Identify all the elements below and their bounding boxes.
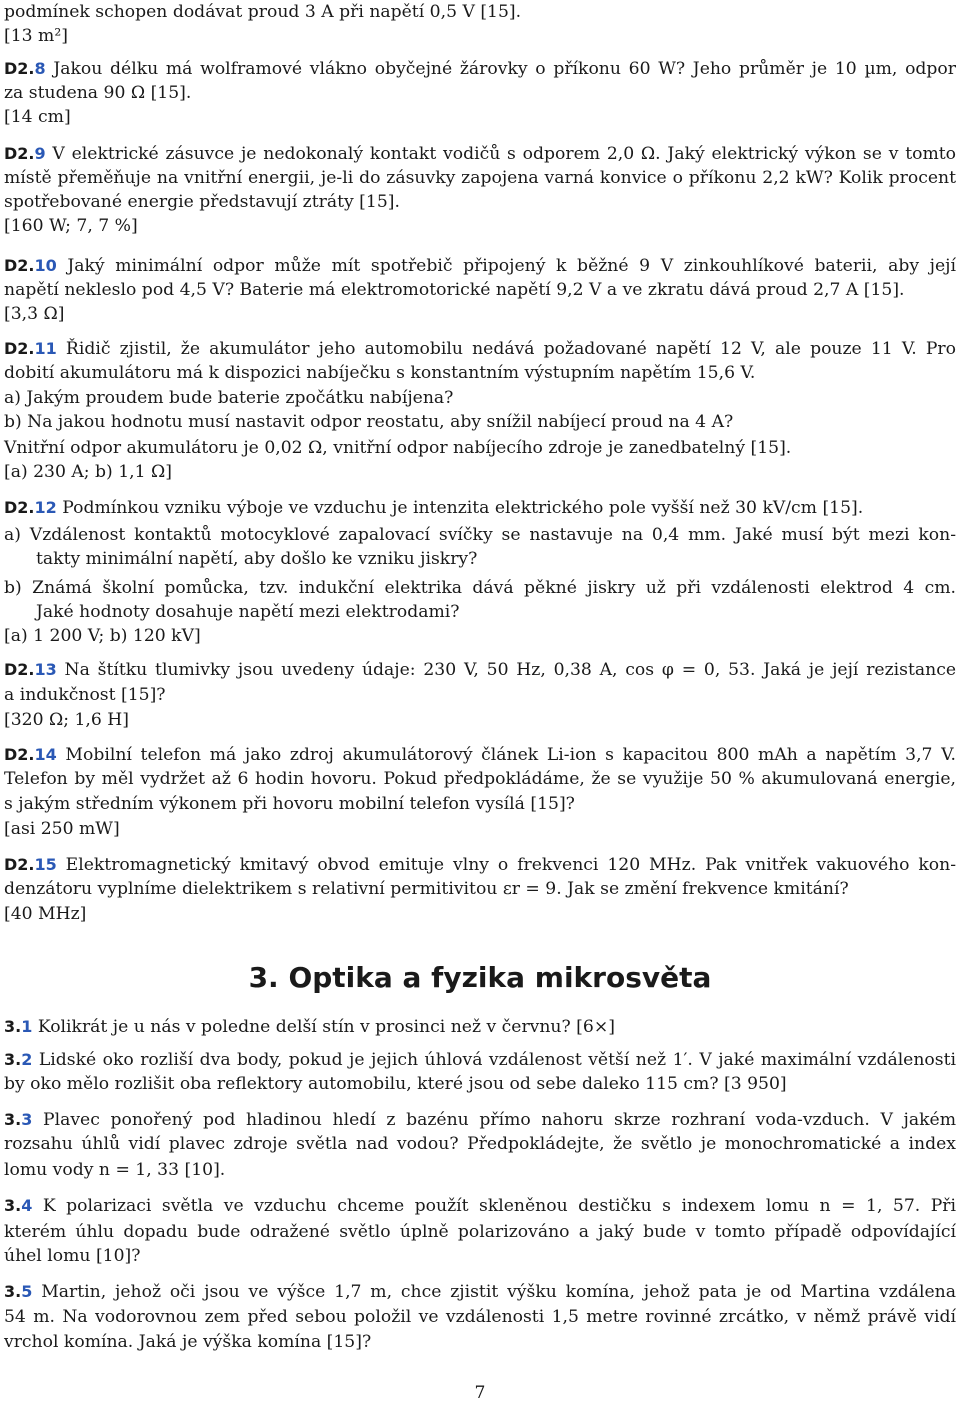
subquestion-a: a) Vzdálenost kontaktů motocyklové zapalovací svíčky se nastavuje na 0,4 mm. Jaké musí být mezi kon-: [4, 525, 956, 545]
text-line: Jaké hodnoty dosahuje napětí mezi elektrodami?: [36, 602, 460, 622]
text-line: napětí nekleslo pod 4,5 V? Baterie má elektromotorické napětí 9,2 V a ve zkratu dává proud 2,7 A [15].: [4, 280, 905, 300]
problem-d2-14: D2.14 Mobilní telefon má jako zdroj akumulátorový článek Li-ion s kapacitou 800 mAh a napětím 3,7 V.: [4, 745, 956, 765]
problem-number: D2.15: [4, 855, 57, 874]
problem-number: D2.8: [4, 59, 46, 78]
page-number: 7: [474, 1383, 486, 1403]
text-line: takty minimální napětí, aby došlo ke vzniku jiskry?: [36, 549, 478, 569]
problem-number: 3.2: [4, 1050, 33, 1069]
problem-d2-8: D2.8 Jakou délku má wolframové vlákno obyčejné žárovky o příkonu 60 W? Jeho průměr je 10 µm, odpor: [4, 59, 956, 79]
answer: [a) 230 A; b) 1,1 Ω]: [4, 462, 172, 482]
answer: [40 MHz]: [4, 904, 87, 924]
text-line: úhel lomu [10]?: [4, 1246, 141, 1266]
problem-number: D2.11: [4, 339, 57, 358]
problem-3-4: 3.4 K polarizaci světla ve vzduchu chceme použít skleněnou destičku s indexem lomu n = 1, 57. Při: [4, 1196, 956, 1216]
problem-d2-15: D2.15 Elektromagnetický kmitavý obvod emituje vlny o frekvenci 120 MHz. Pak vnitřek vakuového kon-: [4, 855, 956, 875]
problem-number: 3.1: [4, 1017, 33, 1036]
text-line: vrchol komína. Jaká je výška komína [15]?: [4, 1332, 372, 1352]
problem-d2-9: D2.9 V elektrické zásuvce je nedokonalý kontakt vodičů s odporem 2,0 Ω. Jaký elektrický výkon se v tomto: [4, 144, 956, 164]
answer: [160 W; 7, 7 %]: [4, 216, 138, 236]
subquestion-a: a) Jakým proudem bude baterie zpočátku nabíjena?: [4, 388, 454, 408]
problem-number: D2.12: [4, 498, 57, 517]
text-line: by oko mělo rozlišit oba reflektory automobilu, které jsou od sebe daleko 115 cm? [3 950]: [4, 1074, 787, 1094]
text-line: za studena 90 Ω [15].: [4, 83, 192, 103]
answer: [320 Ω; 1,6 H]: [4, 710, 129, 730]
problem-d2-13: D2.13 Na štítku tlumivky jsou uvedeny údaje: 230 V, 50 Hz, 0,38 A, cos φ = 0, 53. Jaká je její rezistance: [4, 660, 956, 680]
text-line: Vnitřní odpor akumulátoru je 0,02 Ω, vnitřní odpor nabíjecího zdroje je zanedbatelný [15].: [4, 438, 792, 458]
subquestion-b: b) Známá školní pomůcka, tzv. indukční elektrika dává pěkné jiskry už při vzdálenosti elektrod 4 cm.: [4, 578, 956, 598]
answer: [3,3 Ω]: [4, 304, 65, 324]
text-line: a indukčnost [15]?: [4, 685, 166, 705]
subquestion-b: b) Na jakou hodnotu musí nastavit odpor reostatu, aby snížil nabíjecí proud na 4 A?: [4, 412, 734, 432]
problem-number: 3.5: [4, 1282, 33, 1301]
text-line: lomu vody n = 1, 33 [10].: [4, 1160, 226, 1180]
problem-number: D2.9: [4, 144, 46, 163]
problem-number: D2.13: [4, 660, 57, 679]
text-line: denzátoru vyplníme dielektrikem s relativní permitivitou εr = 9. Jak se změní frekvence kmitání?: [4, 879, 849, 899]
problem-d2-11: D2.11 Řidič zjistil, že akumulátor jeho automobilu nedává požadované napětí 12 V, ale pouze 11 V. Pro: [4, 339, 956, 359]
problem-3-1: 3.1 Kolikrát je u nás v poledne delší stín v prosinci než v červnu? [6×]: [4, 1017, 615, 1037]
text-line: rozsahu úhlů vidí plavec zdroje světla nad vodou? Předpokládejte, že světlo je monochromatické a index: [4, 1134, 956, 1154]
problem-number: D2.10: [4, 256, 57, 275]
problem-3-5: 3.5 Martin, jehož oči jsou ve výšce 1,7 m, chce zjistit výšku komína, jehož pata je od Martina vzdálena: [4, 1282, 956, 1302]
text-line: kterém úhlu dopadu bude odražené světlo úplně polarizováno a jaký bude v tomto případě odpovídající: [4, 1222, 956, 1242]
text-line: podmínek schopen dodávat proud 3 A při napětí 0,5 V [15].: [4, 2, 522, 22]
text-line: s jakým středním výkonem při hovoru mobilní telefon vysílá [15]?: [4, 794, 575, 814]
problem-number: 3.3: [4, 1110, 33, 1129]
text-line: spotřebované energie představují ztráty [15].: [4, 192, 400, 212]
problem-number: D2.14: [4, 745, 57, 764]
problem-3-2: 3.2 Lidské oko rozliší dva body, pokud je jejich úhlová vzdálenost větší než 1′. V jaké maximální vzdálenosti: [4, 1050, 956, 1070]
problem-number: 3.4: [4, 1196, 33, 1215]
problem-3-3: 3.3 Plavec ponořený pod hladinou hledí z bazénu přímo nahoru skrze rozhraní voda-vzduch. V jakém: [4, 1110, 956, 1130]
answer: [14 cm]: [4, 107, 71, 127]
answer: [asi 250 mW]: [4, 819, 120, 839]
problem-d2-12: D2.12 Podmínkou vzniku výboje ve vzduchu je intenzita elektrického pole vyšší než 30 kV/cm [15].: [4, 498, 864, 518]
text-line: místě přeměňuje na vnitřní energii, je-li do zásuvky zapojena varná konvice o příkonu 2,2 kW? Kolik procent: [4, 168, 956, 188]
text-line: Telefon by měl vydržet až 6 hodin hovoru. Pokud předpokládáme, že se využije 50 % akumulovaná energie,: [4, 769, 956, 789]
section-heading: 3. Optika a fyzika mikrosvěta: [248, 961, 712, 994]
text-line: dobití akumulátoru má k dispozici nabíječku s konstantním výstupním napětím 15,6 V.: [4, 363, 756, 383]
text-line: 54 m. Na vodorovnou zem před sebou položil ve vzdálenosti 1,5 metre rovinné zrcátko, v němž právě vidí: [4, 1307, 956, 1327]
problem-d2-10: D2.10 Jaký minimální odpor může mít spotřebič připojený k běžné 9 V zinkouhlíkové baterii, aby její: [4, 256, 956, 276]
answer: [13 m²]: [4, 26, 68, 46]
answer: [a) 1 200 V; b) 120 kV]: [4, 626, 201, 646]
